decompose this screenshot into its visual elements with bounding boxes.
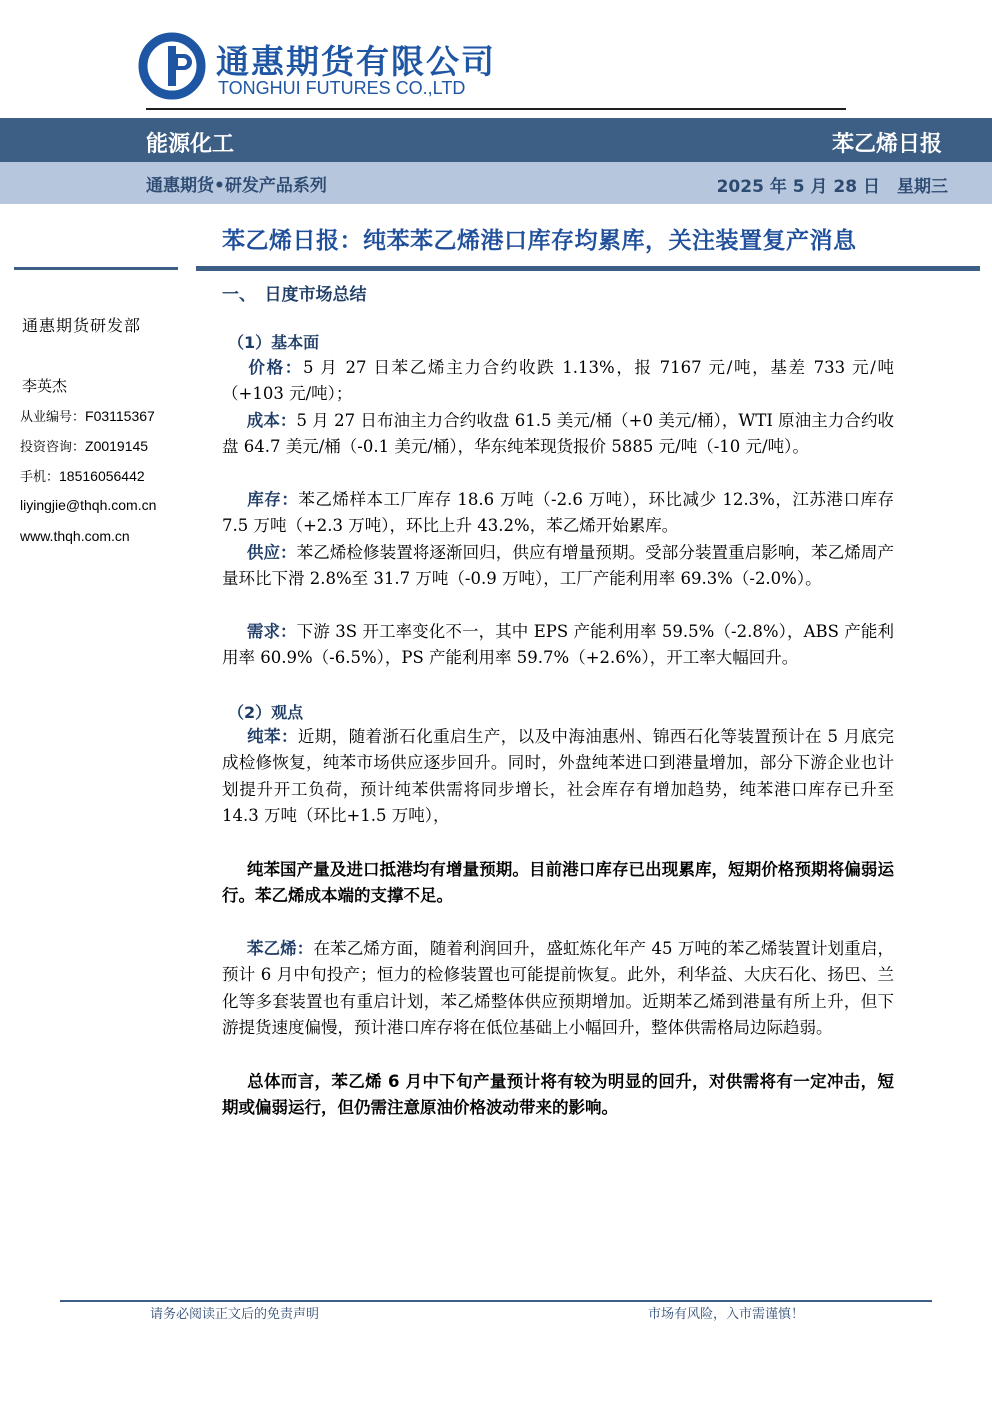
cost-label: 成本： [246,411,297,430]
phone-line [20,466,145,485]
company-logo-icon [138,32,206,100]
benzene-text: 近期，随着浙石化重启生产，以及中海油惠州、锦西石化等装置预计在 5 月底完成检修恢复，纯苯市场供应逐步回升。同时，外盘纯苯进口到港量增加，部分下游企业也计划提升开工负荷，预计纯苯供需将同步增长，社会库存有增加趋势，纯苯港口库存已升至 14.3 万吨（环比+1.5 万吨）， [222,727,894,826]
overall-conclusion [222,1069,894,1122]
company-name-en: TONGHUI FUTURES CO.,LTD [218,78,466,98]
report-headline: 苯乙烯日报：纯苯苯乙烯港口库存均累库，关注装置复产消息 [222,228,857,254]
price-paragraph [222,355,894,408]
company-name-cn: 通惠期货有限公司 [216,42,496,81]
analyst-name: 李英杰 [22,377,68,395]
report-name: 苯乙烯日报 [831,132,942,157]
risk-notice: 市场有风险，入市需谨慎！ [648,1307,805,1322]
footer-rule [60,1300,932,1302]
demand-label: 需求： [246,622,297,641]
series-label: 通惠期货•研发产品系列 [146,176,327,196]
benzene-conclusion [222,857,894,910]
styrene-text: 在苯乙烯方面，随着利润回升，盛虹炼化年产 45 万吨的苯乙烯装置计划重启，预计 6 月中旬投产；恒力的检修装置也可能提前恢复。此外，利华益、大庆石化、扬巴、兰化等多套装置也有重启计划，苯乙烯整体供应预期增加。近期苯乙烯到港量有所上升，但下游提货速度偏慢，预计港口库存将在低位基础上小幅回升，整体供需格局边际趋弱。 [222,939,894,1038]
report-date: 2025 年 5 月 28 日 星期三 [716,177,948,197]
benzene-label: 纯苯： [246,727,298,746]
styrene-label: 苯乙烯： [246,939,314,958]
disclaimer-link[interactable]: 请务必阅读正文后的免责声明 [150,1307,320,1322]
price-label: 价格： [246,358,303,377]
benzene-bold-text: 纯苯国产量及进口抵港均有增量预期。目前港口库存已出现累库，短期价格预期将偏弱运行。苯乙烯成本端的支撑不足。 [222,860,894,906]
price-text: 5 月 27 日苯乙烯主力合约收跌 1.13%，报 7167 元/吨，基差 733 元/吨（+103 元/吨）； [222,358,895,404]
phone-number: 18516056442 [59,468,145,484]
styrene-paragraph [222,936,894,1042]
headline-rule [196,266,980,271]
license-line [20,406,155,425]
license-label: 从业编号： [20,410,86,425]
header-divider [146,108,846,110]
supply-paragraph [222,540,894,593]
inventory-text: 苯乙烯样本工厂库存 18.6 万吨（-2.6 万吨），环比减少 12.3%，江苏港口库存 7.5 万吨（+2.3 万吨），环比上升 43.2%，苯乙烯开始累库。 [222,490,895,536]
license-number: F03115367 [85,408,155,424]
inventory-paragraph [222,487,894,540]
consult-number: Z0019145 [85,438,149,454]
demand-paragraph [222,619,894,672]
section-title: 一、 日度市场总结 [222,285,367,305]
supply-text: 苯乙烯检修装置将逐渐回归，供应有增量预期。受部分装置重启影响，苯乙烯周产量环比下滑 2.8%至 31.7 万吨（-0.9 万吨），工厂产能利用率 69.3%（-2.0%）。 [222,543,895,589]
cost-text: 5 月 27 日布油主力合约收盘 61.5 美元/桶（+0 美元/桶），WTI 原油主力合约收盘 64.7 美元/桶（-0.1 美元/桶），华东纯苯现货报价 5885 元/吨（-10 元/吨）。 [222,411,895,457]
phone-label: 手机： [20,470,60,485]
consult-line [20,436,148,455]
website-link[interactable]: www.thqh.com.cn [20,528,130,544]
demand-text: 下游 3S 开工率变化不一，其中 EPS 产能利用率 59.5%（-2.8%），ABS 产能利用率 60.9%（-6.5%），PS 产能利用率 59.7%（+2.6%），开工率大幅回升。 [222,622,894,668]
sector-label: 能源化工 [146,132,235,157]
email-line[interactable] [20,497,156,514]
consult-label: 投资咨询： [20,440,86,455]
sidebar-rule [14,267,178,270]
benzene-paragraph [222,724,894,830]
cost-paragraph [222,408,894,461]
research-dept: 通惠期货研发部 [22,316,142,335]
view-title: （2）观点 [228,703,304,722]
email-link[interactable]: liyingjie@thqh.com.cn [20,497,157,513]
website-line[interactable] [20,528,130,545]
inventory-label: 库存： [246,490,299,509]
supply-label: 供应： [246,543,297,562]
conclusion-bold-text: 总体而言，苯乙烯 6 月中下旬产量预计将有较为明显的回升，对供需将有一定冲击，短期或偏弱运行，但仍需注意原油价格波动带来的影响。 [222,1072,894,1118]
basics-title: （1）基本面 [228,333,320,352]
